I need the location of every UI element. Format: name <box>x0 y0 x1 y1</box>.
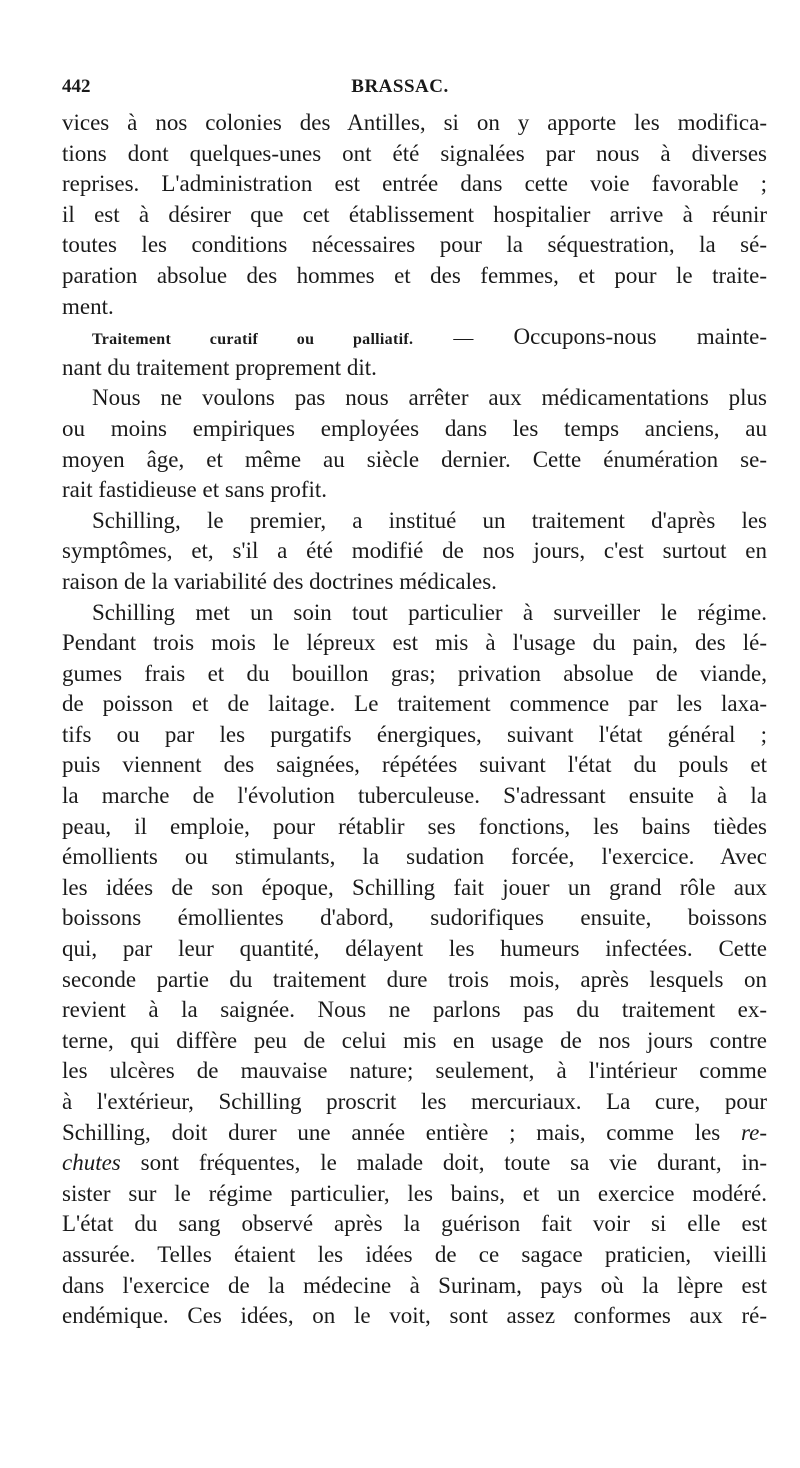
text-line: Schilling, le premier, a institué un traitement d'après les <box>92 507 767 533</box>
text-line: gumes frais et du bouillon gras; privation absolue de viande, <box>62 660 767 686</box>
text-line: la marche de l'évolution tuberculeuse. S'adressant ensuite à la <box>62 783 767 809</box>
text-fragment: sont fréquentes, le malade doit, toute sa vie durant, in- <box>140 1150 768 1176</box>
text-line: assurée. Telles étaient les idées de ce sagace praticien, vieilli <box>62 1241 767 1267</box>
text-line: paration absolue des hommes et des femmes, et pour le traite- <box>62 262 767 288</box>
text-line: rait fastidieuse et sans profit. <box>62 477 328 503</box>
text-line: dans l'exercice de la médecine à Surinam, pays où la lèpre est <box>62 1272 767 1298</box>
text-line: Pendant trois mois le lépreux est mis à l'usage du pain, des lé- <box>62 630 767 656</box>
text-line: raison de la variabilité des doctrines médicales. <box>62 568 497 594</box>
text-line: ou moins empiriques employées dans les temps anciens, au <box>62 415 767 441</box>
text-line: revient à la saignée. Nous ne parlons pas du traitement ex- <box>62 997 767 1023</box>
heading-continuation: Occupons-nous mainte- <box>513 324 767 350</box>
text-line: vices à nos colonies des Antilles, si on y apporte les modifica- <box>62 110 767 135</box>
text-line: L'état du sang observé après la guérison fait voir si elle est <box>62 1211 767 1237</box>
text-line: seconde partie du traitement dure trois mois, après lesquels on <box>62 966 767 992</box>
italic-fragment: re- <box>741 1119 768 1145</box>
text-line: Nous ne voulons pas nous arrêter aux médicamentations plus <box>92 385 767 411</box>
text-line: il est à désirer que cet établissement hospitalier arrive à réunir <box>62 201 767 227</box>
text-line: symptômes, et, s'il a été modifié de nos jours, c'est surtout en <box>62 538 767 564</box>
text-line: moyen âge, et même au siècle dernier. Cette énumération se- <box>62 446 767 472</box>
italic-fragment: chutes <box>62 1150 121 1176</box>
text-line: endémique. Ces idées, on le voit, sont assez conformes aux ré- <box>62 1303 767 1329</box>
text-line: puis viennent des saignées, répétées suivant l'état du pouls et <box>62 752 767 778</box>
text-line: les idées de son époque, Schilling fait jouer un grand rôle aux <box>62 874 767 900</box>
text-line: les ulcères de mauvaise nature; seulement, à l'intérieur comme <box>62 1058 767 1084</box>
text-line: terne, qui diffère peu de celui mis en usage de nos jours contre <box>62 1027 767 1053</box>
section-heading-line <box>62 322 767 353</box>
text-line <box>62 1118 767 1149</box>
text-fragment: Schilling, doit durer une année entière ; mais, comme les <box>62 1119 721 1145</box>
page-header <box>62 76 738 100</box>
text-line: ment. <box>62 293 114 319</box>
text-line: tifs ou par les purgatifs énergiques, suivant l'état général ; <box>62 721 767 747</box>
text-line: émollients ou stimulants, la sudation forcée, l'exercice. Avec <box>62 844 767 870</box>
text-line <box>62 1148 767 1179</box>
text-line: reprises. L'administration est entrée dans cette voie favorable ; <box>62 171 767 197</box>
body-text <box>62 108 767 1332</box>
section-heading: Traitement curatif ou palliatif. <box>92 331 414 349</box>
text-line: Schilling met un soin tout particulier à surveiller le régime. <box>92 599 767 625</box>
page-number: 442 <box>62 76 91 97</box>
text-line: boissons émollientes d'abord, sudorifiques ensuite, boissons <box>62 905 767 931</box>
text-line: tions dont quelques-unes ont été signalées par nous à diverses <box>62 140 767 166</box>
text-line: qui, par leur quantité, délayent les humeurs infectées. Cette <box>62 936 767 962</box>
text-line: toutes les conditions nécessaires pour la séquestration, la sé- <box>62 232 767 258</box>
text-line: nant du traitement proprement dit. <box>62 354 377 380</box>
text-line: peau, il emploie, pour rétablir ses fonctions, les bains tièdes <box>62 813 767 839</box>
text-line: sister sur le régime particulier, les bains, et un exercice modéré. <box>62 1180 767 1206</box>
em-dash: — <box>453 327 474 350</box>
text-line: à l'extérieur, Schilling proscrit les mercuriaux. La cure, pour <box>62 1089 767 1114</box>
running-head: BRASSAC. <box>351 76 449 97</box>
text-line: de poisson et de laitage. Le traitement commence par les laxa- <box>62 691 767 717</box>
